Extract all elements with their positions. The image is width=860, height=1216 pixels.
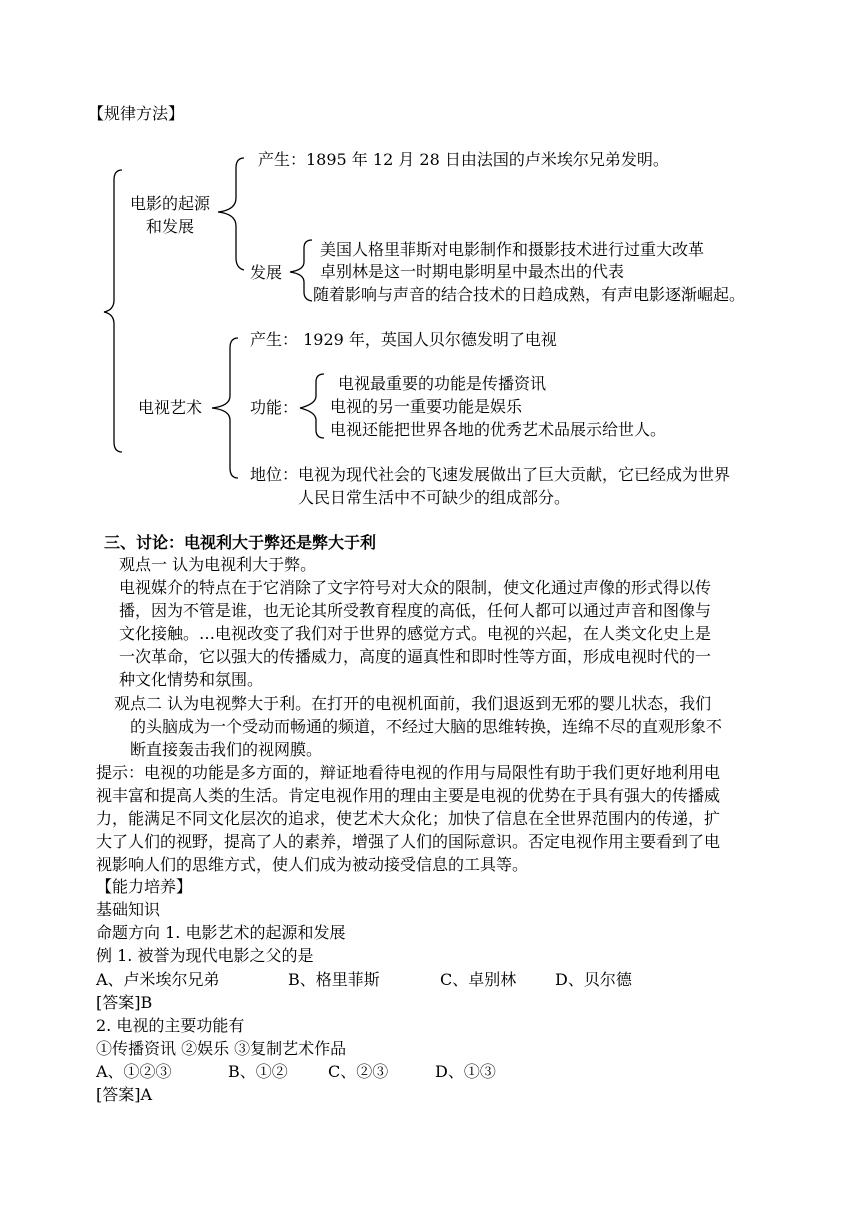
tv-func-label: 功能：: [250, 398, 299, 417]
q1-option-c: C、卓别林: [440, 970, 517, 989]
film-brace: [218, 158, 244, 270]
question-2: 2. 电视的主要功能有: [96, 1016, 245, 1035]
ability-header: 【能力培养】: [96, 877, 193, 896]
q2-option-b: B、①②: [228, 1062, 288, 1081]
tv-func-brace: [300, 374, 324, 438]
tv-func-item-2: 电视的另一重要功能是娱乐: [330, 397, 523, 416]
q2-option-c: C、②③: [328, 1062, 389, 1081]
film-label: 电影的起源: [130, 194, 211, 213]
film-label-line2: 和发展: [146, 217, 195, 236]
discussion-title: 三、讨论：电视利大于弊还是弊大于利: [104, 533, 377, 552]
rules-header: 【规律方法】: [88, 104, 185, 123]
hint-line: 视影响人们的思维方式，使人们成为被动接受信息的工具等。: [96, 855, 529, 874]
direction: 命题方向 1. 电影艺术的起源和发展: [96, 923, 346, 942]
view1-line: 电视媒介的特点在于它消除了文字符号对大众的限制，使文化通过声像的形式得以传: [119, 578, 712, 597]
question-1: 例 1. 被誉为现代电影之父的是: [96, 946, 314, 965]
tv-func-item-3: 电视还能把世界各地的优秀艺术品展示给世人。: [330, 420, 667, 439]
tv-status-line2: 人民日常生活中不可缺少的组成部分。: [298, 488, 571, 507]
q1-option-a: A、卢米埃尔兄弟: [96, 970, 220, 989]
hint-line: 提示：电视的功能是多方面的，辩证地看待电视的作用与局限性有助于我们更好地利用电: [96, 763, 721, 782]
film-dev-item-1: 美国人格里菲斯对电影制作和摄影技术进行过重大改革: [320, 240, 705, 259]
q2-answer: [答案]A: [96, 1085, 153, 1104]
q1-option-b: B、格里菲斯: [288, 970, 380, 989]
film-dev-brace: [290, 240, 312, 301]
view2-line: 的头脑成为一个受动而畅通的频道，不经过大脑的思维转换，连绵不尽的直观形象不: [130, 717, 723, 736]
view2-line: 观点二 认为电视弊大于利。在打开的电视机面前，我们退返到无邪的婴儿状态，我们: [114, 694, 712, 713]
hint-line: 视丰富和提高人类的生活。肯定电视作用的理由主要是电视的优势在于具有强大的传播威: [96, 786, 721, 805]
hint-line: 力，能满足不同文化层次的追求，使艺术大众化；加快了信息在全世界范围内的传递，扩: [96, 809, 721, 828]
view1-title: 观点一 认为电视利大于弊。: [119, 555, 317, 574]
q1-option-d: D、贝尔德: [555, 970, 632, 989]
q1-answer: [答案]B: [96, 993, 153, 1012]
outer-brace: [104, 170, 122, 452]
tv-brace: [212, 338, 238, 478]
film-dev-label: 发展: [250, 263, 283, 282]
view2-line: 断直接轰击我们的视网膜。: [130, 740, 323, 759]
tv-func-item-1: 电视最重要的功能是传播资讯: [338, 374, 547, 393]
view1-line: 种文化情势和氛围。: [119, 670, 264, 689]
film-origin: 产生：1895 年 12 月 28 日由法国的卢米埃尔兄弟发明。: [258, 150, 669, 169]
basic-knowledge: 基础知识: [96, 900, 161, 919]
q2-items: ①传播资讯 ②娱乐 ③复制艺术作品: [96, 1039, 347, 1058]
q2-option-a: A、①②③: [96, 1062, 172, 1081]
view1-line: 一次革命，它以强大的传播威力，高度的逼真性和即时性等方面，形成电视时代的一: [119, 647, 712, 666]
q2-option-d: D、①③: [435, 1062, 496, 1081]
film-dev-item-3: 随着影响与声音的结合技术的日趋成熟，有声电影逐渐崛起。: [313, 285, 746, 304]
film-dev-item-2: 卓别林是这一时期电影明星中最杰出的代表: [320, 262, 625, 281]
hint-line: 大了人们的视野，提高了人的素养，增强了人们的国际意识。否定电视作用主要看到了电: [96, 832, 721, 851]
view1-line: 播，因为不管是谁，也无论其所受教育程度的高低，任何人都可以通过声音和图像与: [119, 601, 712, 620]
tv-origin: 产生： 1929 年，英国人贝尔德发明了电视: [250, 330, 557, 349]
tv-status: 地位：电视为现代社会的飞速发展做出了巨大贡献，它已经成为世界: [250, 465, 731, 484]
view1-line: 文化接触。…电视改变了我们对于世界的感觉方式。电视的兴起，在人类文化史上是: [119, 624, 712, 643]
tv-label: 电视艺术: [138, 398, 203, 417]
